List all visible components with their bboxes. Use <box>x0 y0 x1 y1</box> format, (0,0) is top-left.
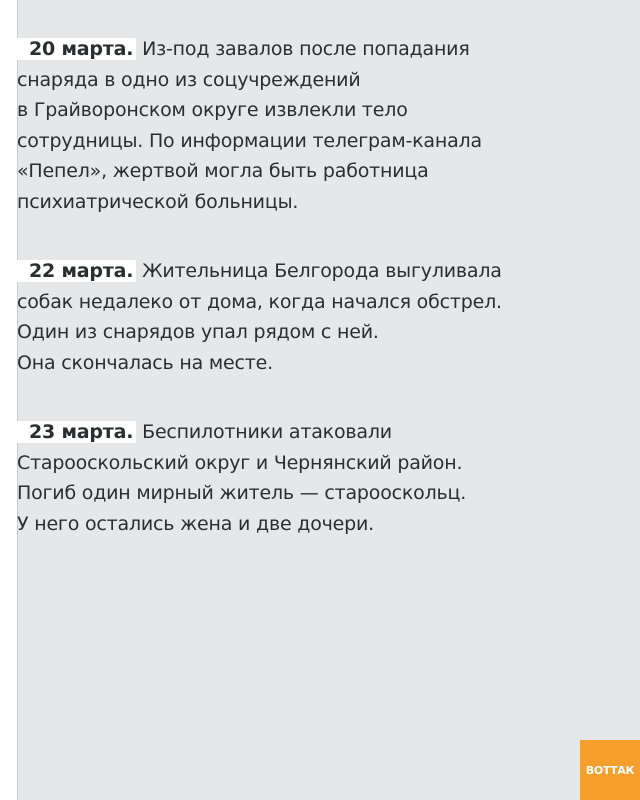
news-entries <box>17 34 617 578</box>
entry-text: Жительница Белгорода выгуливала собак недалеко от дома, когда начался обстрел. Один из снарядов упал рядом с ней. Она скончалась на месте. <box>17 260 502 374</box>
logo-text: ВОТТАК <box>585 763 635 777</box>
news-entry-march-23 <box>17 417 617 539</box>
entry-text: Беспилотники атаковали Старооскольский округ и Чернянский район. Погиб один мирный житель — старооскольц. У него остались жена и две дочери. <box>17 421 467 535</box>
entry-text: Из-под завалов после попадания снаряда в одно из соцучреждений в Грайворонском округе извлекли тело сотрудницы. По информации телеграм-канала «Пепел», жертвой могла быть работница психиатрической больницы. <box>17 38 482 213</box>
entry-date: 23 марта. <box>17 421 136 443</box>
news-entry-march-20 <box>17 34 617 217</box>
vottak-logo <box>580 740 640 800</box>
left-margin-rule <box>0 0 18 800</box>
entry-date: 20 марта. <box>17 38 136 60</box>
entry-date: 22 марта. <box>17 260 136 282</box>
news-entry-march-22 <box>17 256 617 378</box>
